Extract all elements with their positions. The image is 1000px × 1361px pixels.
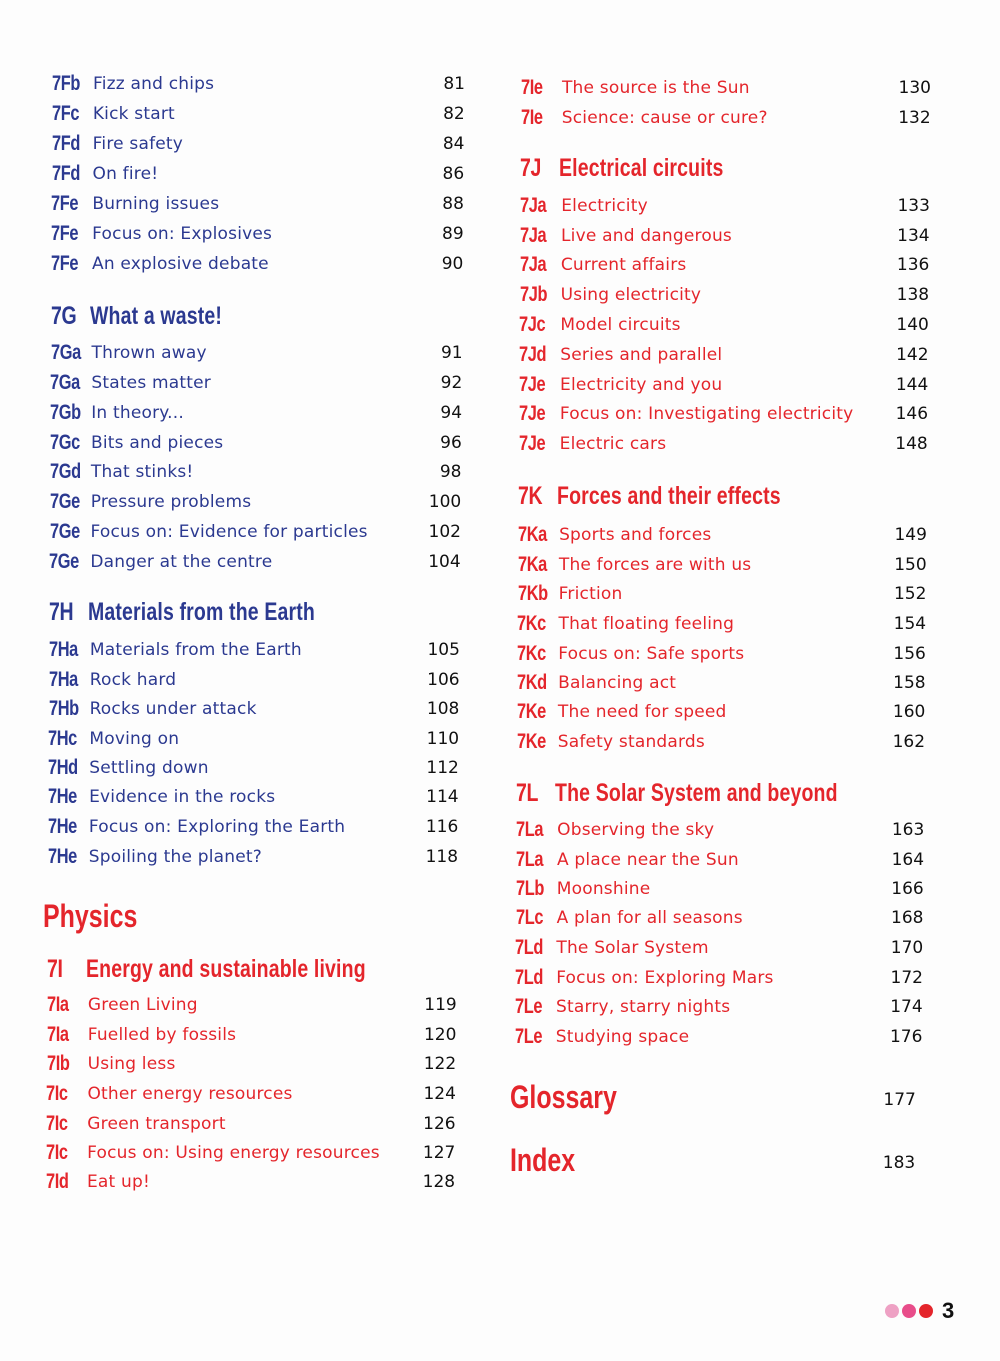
dot-red bbox=[919, 1304, 933, 1318]
entry-title: Focus on: Explosives bbox=[92, 224, 273, 244]
unit-code: 7Hd bbox=[48, 756, 79, 779]
unit-code: 7Ka bbox=[518, 523, 547, 546]
toc-entry bbox=[0, 935, 1000, 961]
page-number-entry: 174 bbox=[890, 997, 923, 1017]
entry-title: Fuelled by fossils bbox=[87, 1025, 237, 1045]
entry-title: The need for speed bbox=[557, 702, 727, 722]
toc-entry bbox=[0, 755, 1000, 781]
page-number-entry: 84 bbox=[442, 134, 465, 154]
unit-code: 7H bbox=[49, 598, 74, 626]
unit-code: 7Fd bbox=[51, 132, 80, 155]
unit-code: 7Fe bbox=[51, 222, 79, 245]
toc-entry bbox=[0, 552, 1000, 578]
unit-code: 7Ie bbox=[520, 76, 543, 99]
page-number-entry: 124 bbox=[423, 1084, 456, 1104]
entry-title: Electric cars bbox=[559, 434, 667, 454]
unit-code: 7Je bbox=[519, 373, 546, 396]
toc-entry bbox=[0, 105, 1000, 131]
unit-code: 7Ga bbox=[50, 371, 81, 394]
page-number-entry: 154 bbox=[893, 614, 927, 634]
unit-code: 7Lb bbox=[515, 877, 544, 900]
unit-code: 7Ja bbox=[519, 253, 546, 276]
unit-code: 7Gb bbox=[50, 401, 81, 424]
unit-code: 7Gd bbox=[49, 460, 81, 483]
unit-code: 7La bbox=[516, 818, 544, 841]
entry-title: What a waste! bbox=[89, 302, 222, 330]
entry-title: Electricity and you bbox=[560, 375, 723, 395]
entry-title: Electricity bbox=[561, 196, 648, 216]
entry-title: Balancing act bbox=[558, 673, 677, 693]
entry-title: A plan for all seasons bbox=[556, 908, 743, 928]
entry-title: Focus on: Evidence for particles bbox=[90, 522, 368, 542]
page-number-entry: 134 bbox=[897, 226, 930, 246]
toc-entry bbox=[0, 876, 1000, 902]
toc-entry bbox=[0, 699, 1000, 725]
entry-title: Focus on: Safe sports bbox=[558, 644, 745, 664]
toc-entry bbox=[0, 372, 1000, 398]
unit-code: 7Kb bbox=[517, 582, 548, 605]
unit-code: 7G bbox=[50, 302, 76, 330]
unit-code: 7Ke bbox=[516, 700, 546, 723]
entry-title: A place near the Sun bbox=[556, 850, 739, 870]
page-number-entry: 126 bbox=[423, 1114, 456, 1134]
entry-title: Energy and sustainable living bbox=[86, 955, 366, 983]
toc-entry bbox=[0, 847, 1000, 873]
page-number-entry: 168 bbox=[891, 908, 924, 928]
entry-title: Spoiling the planet? bbox=[88, 847, 263, 867]
entry-title: Pressure problems bbox=[90, 492, 252, 512]
page-number-entry: 136 bbox=[896, 255, 930, 275]
entry-title: Thrown away bbox=[91, 343, 207, 363]
page-number-entry: 96 bbox=[440, 433, 462, 453]
entry-title: Burning issues bbox=[92, 194, 220, 214]
toc-entry bbox=[0, 1169, 1000, 1195]
page-number-entry: 140 bbox=[896, 315, 929, 335]
toc-entry bbox=[0, 459, 1000, 485]
toc-entry bbox=[0, 193, 1000, 219]
unit-code: 7La bbox=[515, 848, 544, 871]
page-number-entry: 91 bbox=[440, 343, 463, 363]
page-number-entry: 100 bbox=[428, 492, 462, 512]
unit-code: 7Ha bbox=[48, 638, 78, 661]
entry-title: Danger at the centre bbox=[90, 552, 273, 572]
entry-title: The Solar System bbox=[556, 938, 709, 958]
page-number-entry: 170 bbox=[890, 938, 924, 958]
entry-title: Studying space bbox=[555, 1027, 690, 1047]
toc-entry bbox=[0, 75, 1000, 101]
entry-title: Moonshine bbox=[556, 879, 651, 899]
unit-code: 7Je bbox=[518, 432, 545, 455]
toc-entry bbox=[0, 312, 1000, 338]
page-number-entry: 119 bbox=[424, 995, 457, 1015]
page-number-entry: 163 bbox=[891, 820, 925, 840]
page-number-entry: 144 bbox=[895, 375, 929, 395]
unit-code: 7Le bbox=[515, 995, 543, 1018]
entry-title: Focus on: Using energy resources bbox=[87, 1143, 380, 1163]
chapter-heading bbox=[0, 483, 1000, 509]
unit-code: 7Jd bbox=[519, 343, 547, 366]
unit-code: 7He bbox=[47, 815, 77, 838]
page-number-entry: 128 bbox=[422, 1172, 456, 1192]
page-number-entry: 108 bbox=[426, 699, 460, 719]
unit-code: 7Le bbox=[514, 1025, 542, 1048]
page-number-entry: 152 bbox=[893, 584, 927, 604]
entry-title: Friction bbox=[558, 584, 623, 604]
page-number-entry: 176 bbox=[889, 1027, 923, 1047]
entry-title: Starry, starry nights bbox=[556, 997, 731, 1017]
page-number-entry: 89 bbox=[442, 224, 464, 244]
toc-entry bbox=[0, 905, 1000, 931]
entry-title: Other energy resources bbox=[87, 1084, 293, 1104]
page-number-entry: 105 bbox=[427, 640, 460, 660]
unit-code: 7L bbox=[516, 779, 539, 807]
entry-title: Using electricity bbox=[560, 285, 702, 305]
toc-entry bbox=[0, 1140, 1000, 1166]
unit-code: 7Fb bbox=[52, 72, 80, 95]
entry-title: The source is the Sun bbox=[561, 78, 750, 98]
page-number-entry: 114 bbox=[426, 787, 459, 807]
entry-title: Model circuits bbox=[560, 315, 681, 335]
entry-title: On fire! bbox=[92, 164, 159, 184]
page-number-entry: 116 bbox=[425, 817, 459, 837]
toc-entry bbox=[0, 817, 1000, 843]
unit-code: 7Ge bbox=[49, 520, 80, 543]
entry-title: Rocks under attack bbox=[89, 699, 257, 719]
entry-title: Rock hard bbox=[89, 670, 177, 690]
entry-title: Settling down bbox=[89, 758, 209, 778]
page-number: 3 bbox=[942, 1298, 955, 1323]
unit-code: 7Kc bbox=[517, 612, 547, 635]
page-number-entry: 149 bbox=[894, 525, 927, 545]
page-number-entry: 132 bbox=[898, 108, 931, 128]
entry-title: Forces and their effects bbox=[557, 482, 782, 510]
page-number-entry: 183 bbox=[882, 1153, 916, 1173]
entry-title: Using less bbox=[87, 1054, 176, 1074]
unit-code: 7Fd bbox=[51, 162, 80, 185]
page-number-entry: 133 bbox=[897, 196, 930, 216]
toc-entry bbox=[0, 965, 1000, 991]
toc-entry bbox=[0, 641, 1000, 667]
page-number-entry: 120 bbox=[423, 1025, 457, 1045]
unit-code: 7Ie bbox=[520, 106, 543, 129]
page-number-entry: 81 bbox=[443, 74, 465, 94]
unit-code: 7Ld bbox=[515, 966, 544, 989]
unit-code: 7Ka bbox=[517, 553, 547, 576]
unit-code: 7Kc bbox=[517, 642, 547, 665]
entry-title: In theory... bbox=[91, 403, 184, 423]
unit-code: 7Jc bbox=[519, 313, 546, 336]
entry-title: That floating feeling bbox=[558, 614, 735, 634]
page-number-entry: 172 bbox=[890, 968, 923, 988]
page-number-entry: 177 bbox=[883, 1090, 916, 1110]
entry-title: Kick start bbox=[92, 104, 175, 124]
unit-code: 7Jb bbox=[519, 283, 547, 306]
page-number-entry: 138 bbox=[896, 285, 930, 305]
entry-title: Materials from the Earth bbox=[88, 598, 316, 626]
page-number-entry: 166 bbox=[891, 879, 924, 899]
unit-code: 7I bbox=[47, 955, 63, 983]
entry-title: Focus on: Investigating electricity bbox=[559, 404, 854, 424]
entry-title: Safety standards bbox=[557, 732, 705, 752]
unit-code: 7Ja bbox=[520, 194, 547, 217]
unit-code: 7Ib bbox=[46, 1052, 70, 1075]
toc-entry bbox=[0, 401, 1000, 427]
toc-entry bbox=[0, 282, 1000, 308]
dot-pink bbox=[902, 1304, 916, 1318]
page-dots-decoration bbox=[885, 1304, 933, 1318]
unit-code: 7Fc bbox=[51, 102, 79, 125]
page-number-entry: 162 bbox=[892, 732, 926, 752]
subject-heading: Physics bbox=[43, 898, 138, 934]
section-index: Index bbox=[510, 1142, 576, 1178]
toc-entry bbox=[0, 1051, 1000, 1077]
entry-title: Electrical circuits bbox=[559, 154, 724, 182]
unit-code: 7Kd bbox=[517, 671, 547, 694]
page-number-entry: 112 bbox=[426, 758, 459, 778]
unit-code: 7Ic bbox=[46, 1112, 68, 1135]
entry-title: That stinks! bbox=[90, 462, 194, 482]
dot-light-pink bbox=[885, 1304, 899, 1318]
unit-code: 7He bbox=[47, 845, 77, 868]
unit-code: 7Fe bbox=[51, 252, 79, 275]
unit-code: 7Hc bbox=[48, 727, 78, 750]
entry-title: The Solar System and beyond bbox=[555, 779, 839, 807]
page-number-entry: 118 bbox=[425, 847, 459, 867]
toc-entry bbox=[0, 611, 1000, 637]
toc-entry bbox=[0, 1024, 1000, 1050]
unit-code: 7Gc bbox=[50, 431, 80, 454]
entry-title: Fizz and chips bbox=[93, 74, 215, 94]
entry-title: Observing the sky bbox=[557, 820, 715, 840]
unit-code: 7Id bbox=[45, 1170, 69, 1193]
entry-title: States matter bbox=[91, 373, 211, 393]
entry-title: Science: cause or cure? bbox=[561, 108, 768, 128]
page-number-entry: 86 bbox=[442, 164, 465, 184]
page-number-entry: 98 bbox=[439, 462, 462, 482]
toc-entry bbox=[0, 431, 1000, 457]
entry-title: Materials from the Earth bbox=[89, 640, 302, 660]
chapter-heading bbox=[0, 155, 1000, 181]
entry-title: Moving on bbox=[89, 729, 180, 749]
entry-title: Green transport bbox=[87, 1114, 226, 1134]
page-number-entry: 150 bbox=[894, 555, 927, 575]
page-number-entry: 130 bbox=[898, 78, 931, 98]
toc-entry bbox=[0, 342, 1000, 368]
page-number-entry: 110 bbox=[426, 729, 460, 749]
entry-title: Fire safety bbox=[92, 134, 184, 154]
unit-code: 7Ia bbox=[46, 1023, 69, 1046]
unit-code: 7Ha bbox=[48, 668, 78, 691]
page-number-entry: 127 bbox=[422, 1143, 456, 1163]
toc-entry bbox=[0, 223, 1000, 249]
unit-code: 7Ke bbox=[516, 730, 546, 753]
page-number-entry: 92 bbox=[440, 373, 463, 393]
unit-code: 7He bbox=[48, 785, 77, 808]
unit-code: 7Ia bbox=[46, 993, 69, 1016]
entry-title: Evidence in the rocks bbox=[89, 787, 276, 807]
entry-title: Focus on: Exploring Mars bbox=[556, 968, 774, 988]
entry-title: Green Living bbox=[87, 995, 198, 1015]
page-number-entry: 148 bbox=[895, 434, 928, 454]
entry-title: The forces are with us bbox=[558, 555, 752, 575]
unit-code: 7J bbox=[520, 154, 542, 182]
entry-title: Sports and forces bbox=[559, 525, 712, 545]
page-number-entry: 160 bbox=[892, 702, 926, 722]
toc-entry bbox=[0, 581, 1000, 607]
page-number-entry: 90 bbox=[441, 254, 464, 274]
unit-code: 7Lc bbox=[515, 906, 543, 929]
toc-entry bbox=[0, 131, 1000, 157]
toc-entry bbox=[0, 1081, 1000, 1107]
page-number-entry: 104 bbox=[428, 552, 461, 572]
chapter-heading bbox=[0, 780, 1000, 806]
unit-code: 7Ic bbox=[46, 1141, 68, 1164]
section-glossary: Glossary bbox=[510, 1079, 618, 1115]
page-number-entry: 142 bbox=[896, 345, 929, 365]
page-number-entry: 82 bbox=[443, 104, 465, 124]
unit-code: 7Ga bbox=[50, 341, 81, 364]
page-number-entry: 158 bbox=[893, 673, 926, 693]
page-number-entry: 94 bbox=[440, 403, 463, 423]
unit-code: 7Je bbox=[518, 402, 546, 425]
toc-entry bbox=[0, 994, 1000, 1020]
unit-code: 7K bbox=[518, 482, 543, 510]
entry-title: Series and parallel bbox=[560, 345, 723, 365]
entry-title: Focus on: Exploring the Earth bbox=[88, 817, 346, 837]
page-number-entry: 164 bbox=[891, 850, 925, 870]
entry-title: Bits and pieces bbox=[91, 433, 224, 453]
toc-entry bbox=[0, 729, 1000, 755]
page-number-entry: 146 bbox=[895, 404, 929, 424]
toc-entry bbox=[0, 670, 1000, 696]
unit-code: 7Ge bbox=[49, 550, 80, 573]
unit-code: 7Fe bbox=[51, 192, 79, 215]
unit-code: 7Ld bbox=[515, 936, 544, 959]
toc-entry bbox=[0, 522, 1000, 548]
entry-title: Eat up! bbox=[86, 1172, 150, 1192]
toc-entry bbox=[0, 1111, 1000, 1137]
page-number-entry: 156 bbox=[893, 644, 926, 664]
unit-code: 7Ic bbox=[46, 1082, 69, 1105]
page-number-entry: 122 bbox=[423, 1054, 457, 1074]
page-number-entry: 106 bbox=[427, 670, 460, 690]
unit-code: 7Hb bbox=[48, 697, 79, 720]
unit-code: 7Ja bbox=[520, 224, 547, 247]
page-number-entry: 102 bbox=[428, 522, 461, 542]
unit-code: 7Ge bbox=[49, 490, 80, 513]
toc-entry bbox=[0, 252, 1000, 278]
entry-title: Current affairs bbox=[560, 255, 687, 275]
entry-title: Live and dangerous bbox=[561, 226, 732, 246]
entry-title: An explosive debate bbox=[92, 254, 269, 274]
page-number-entry: 88 bbox=[442, 194, 464, 214]
